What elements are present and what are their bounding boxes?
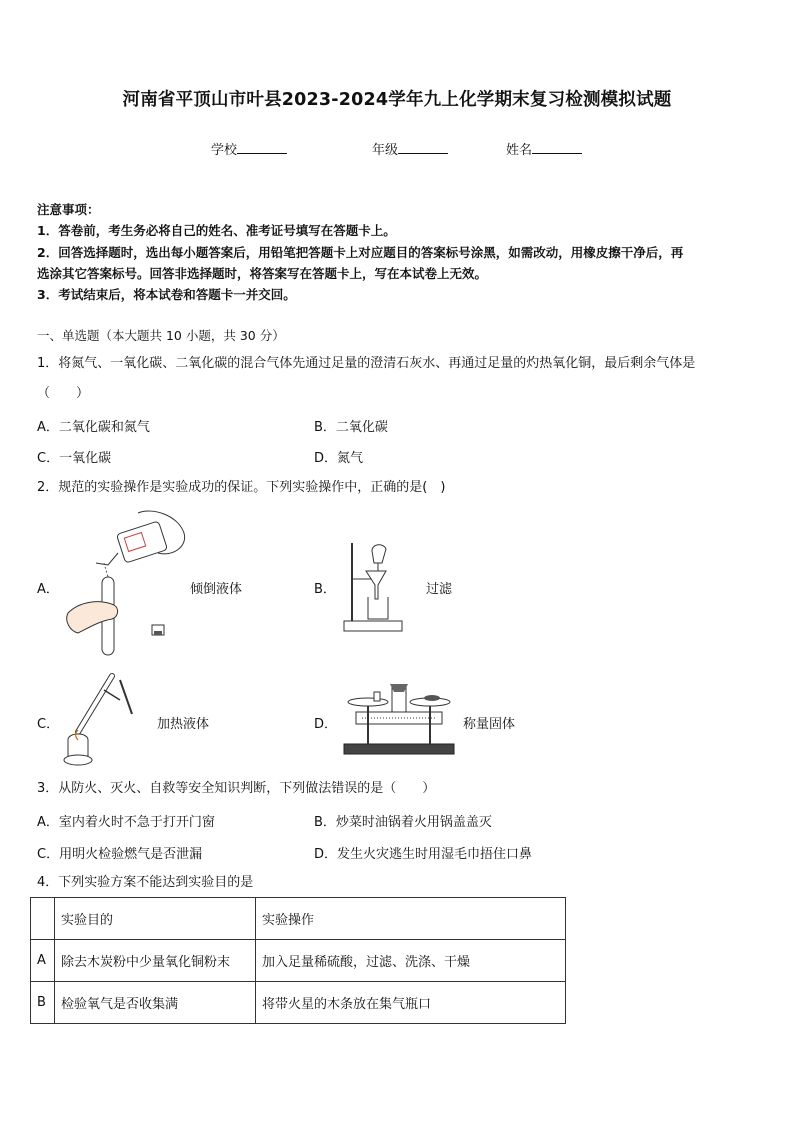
school-blank[interactable] <box>237 141 287 154</box>
q2-option-c-caption: 加热液体 <box>157 717 210 732</box>
table-cell: 除去木炭粉中少量氧化铜粉末 <box>55 940 256 982</box>
table-cell: 将带火星的木条放在集气瓶口 <box>256 982 566 1024</box>
filtration-illustration <box>342 537 404 633</box>
table-header-cell: 实验操作 <box>256 898 566 940</box>
q3-option-d[interactable]: D．发生火灾逃生时用湿毛巾捂住口鼻 <box>314 847 533 862</box>
q3-stem: 3．从防火、灭火、自救等安全知识判断，下列做法错误的是（ ） <box>37 781 436 796</box>
q2-option-a-label[interactable]: A． <box>37 582 59 597</box>
notice-item-2-cont: 选涂其它答案标号。回答非选择题时，将答案写在答题卡上，写在本试卷上无效。 <box>37 266 488 281</box>
name-blank[interactable] <box>532 141 582 154</box>
table-header-cell: 实验目的 <box>55 898 256 940</box>
section-heading: 一、单选题（本大题共 10 小题，共 30 分） <box>37 328 285 343</box>
notice-item-1: 1．答卷前，考生务必将自己的姓名、准考证号填写在答题卡上。 <box>37 223 396 238</box>
grade-field[interactable] <box>372 139 448 158</box>
q3-option-a[interactable]: A．室内着火时不急于打开门窗 <box>37 815 215 830</box>
q2-option-b-label[interactable]: B． <box>314 582 336 597</box>
page-title: 河南省平顶山市叶县2023-2024学年九上化学期末复习检测模拟试题 <box>122 90 672 110</box>
q2-option-d-caption: 称量固体 <box>463 717 516 732</box>
pour-liquid-illustration <box>60 505 195 655</box>
notice-item-2: 2．回答选择题时，选出每小题答案后，用铅笔把答题卡上对应题目的答案标号涂黑，如需改动，用橡皮擦干净后，再 <box>37 245 684 260</box>
q1-stem: 1．将氮气、一氧化碳、二氧化碳的混合气体先通过足量的澄清石灰水、再通过足量的灼热氧化铜，最后剩余气体是 <box>37 356 696 371</box>
table-row <box>31 982 566 1024</box>
table-row <box>31 940 566 982</box>
q2-stem: 2．规范的实验操作是实验成功的保证。下列实验操作中，正确的是( ) <box>37 480 446 495</box>
q4-stem: 4．下列实验方案不能达到实验目的是 <box>37 875 254 890</box>
q2-option-a-caption: 倾倒液体 <box>190 582 243 597</box>
school-label: 学校 <box>211 143 238 158</box>
q4-table <box>30 897 566 1024</box>
q3-option-b[interactable]: B．炒菜时油锅着火用锅盖盖灭 <box>314 815 492 830</box>
q1-option-d[interactable]: D．氮气 <box>314 451 364 466</box>
q2-option-b-caption: 过滤 <box>426 582 453 597</box>
notice-heading: 注意事项： <box>37 202 100 217</box>
table-header-row <box>31 898 566 940</box>
q3-option-c[interactable]: C．用明火检验燃气是否泄漏 <box>37 847 203 862</box>
grade-label: 年级 <box>372 143 399 158</box>
q2-option-d-label[interactable]: D． <box>314 717 338 732</box>
table-cell: 检验氧气是否收集满 <box>55 982 256 1024</box>
table-cell: B <box>31 982 55 1024</box>
school-field[interactable] <box>211 139 287 158</box>
balance-illustration <box>338 680 460 756</box>
q1-option-a[interactable]: A．二氧化碳和氮气 <box>37 420 150 435</box>
q1-option-c[interactable]: C．一氧化碳 <box>37 451 112 466</box>
q1-stem-blank: （ ） <box>37 386 90 401</box>
q2-option-c-label[interactable]: C． <box>37 717 60 732</box>
heat-liquid-illustration <box>58 674 138 766</box>
table-cell: A <box>31 940 55 982</box>
grade-blank[interactable] <box>398 141 448 154</box>
notice-item-3: 3．考试结束后，将本试卷和答题卡一并交回。 <box>37 287 296 302</box>
table-header-cell <box>31 898 55 940</box>
table-cell: 加入足量稀硫酸，过滤、洗涤、干燥 <box>256 940 566 982</box>
name-field[interactable] <box>506 139 582 158</box>
q1-option-b[interactable]: B．二氧化碳 <box>314 420 388 435</box>
name-label: 姓名 <box>506 143 533 158</box>
